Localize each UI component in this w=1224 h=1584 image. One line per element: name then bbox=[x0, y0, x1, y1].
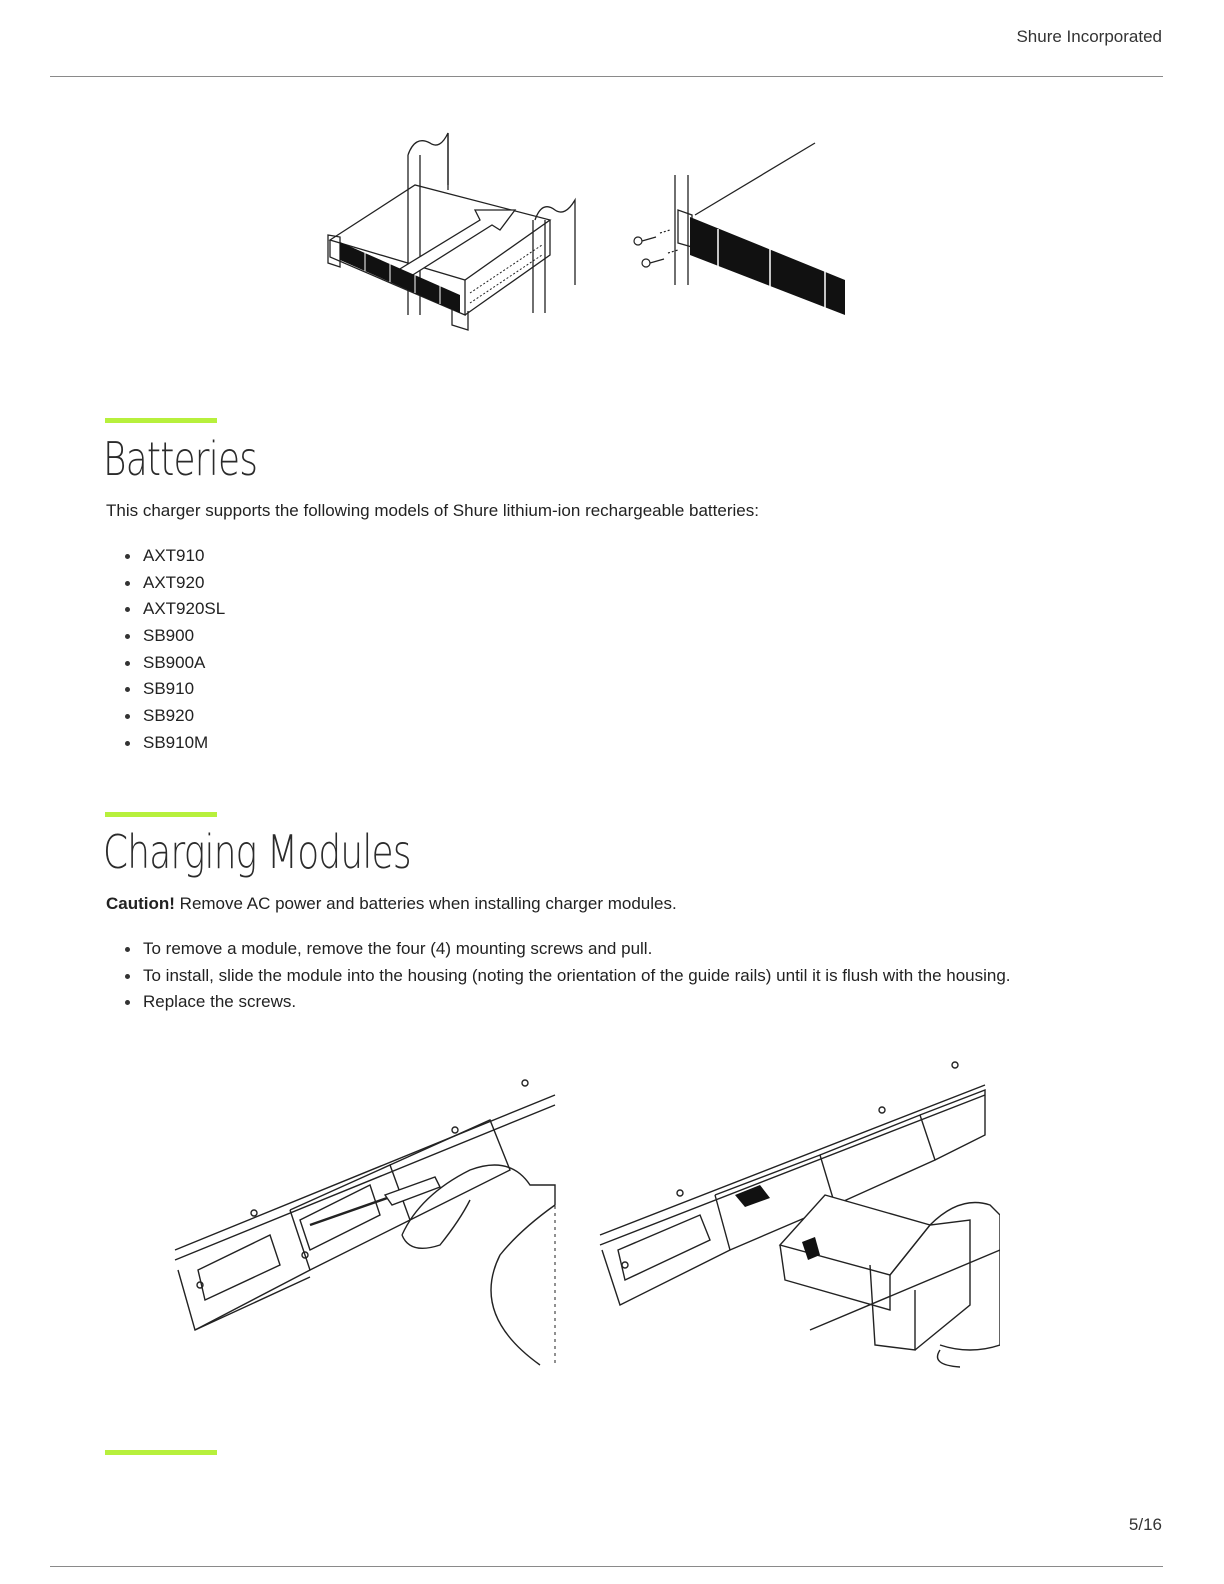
header-divider bbox=[50, 76, 1163, 77]
battery-model-item: SB900 bbox=[106, 626, 225, 653]
module-step-item: Replace the screws. bbox=[106, 992, 1011, 1019]
battery-model-item: SB910M bbox=[106, 733, 225, 760]
module-install-illustration bbox=[170, 1055, 1000, 1370]
battery-model-item: SB920 bbox=[106, 706, 225, 733]
caution-label: Caution! bbox=[106, 894, 175, 913]
battery-model-item: AXT920 bbox=[106, 573, 225, 600]
page-number: 5/16 bbox=[1128, 1515, 1162, 1534]
charging-modules-accent-bar bbox=[105, 812, 217, 817]
battery-model-item: SB900A bbox=[106, 653, 225, 680]
batteries-heading: Batteries bbox=[103, 432, 258, 486]
header-company: Shure Incorporated bbox=[1016, 27, 1162, 46]
battery-model-item: AXT910 bbox=[106, 546, 225, 573]
next-section-accent-bar bbox=[105, 1450, 217, 1455]
batteries-intro: This charger supports the following models of Shure lithium-ion rechargeable batteries: bbox=[106, 501, 759, 520]
caution-text: Remove AC power and batteries when installing charger modules. bbox=[174, 894, 677, 913]
batteries-accent-bar bbox=[105, 418, 217, 423]
charging-modules-heading: Charging Modules bbox=[103, 825, 411, 879]
battery-model-list bbox=[106, 546, 225, 760]
module-step-item: To install, slide the module into the housing (noting the orientation of the guide rails) until it is flush with the housing. bbox=[106, 966, 1011, 993]
caution-note bbox=[106, 894, 677, 914]
footer-divider bbox=[50, 1566, 1163, 1567]
battery-model-item: AXT920SL bbox=[106, 599, 225, 626]
module-step-item: To remove a module, remove the four (4) mounting screws and pull. bbox=[106, 939, 1011, 966]
rack-mount-illustration bbox=[320, 125, 860, 340]
battery-model-item: SB910 bbox=[106, 679, 225, 706]
module-steps-list bbox=[106, 939, 1011, 1019]
